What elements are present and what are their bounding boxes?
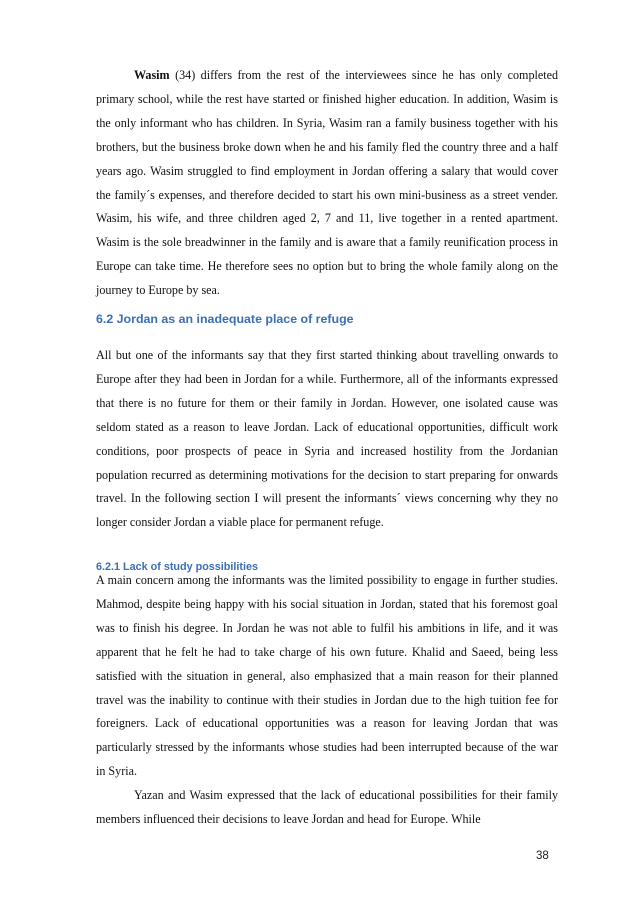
wasim-name: Wasim [134,68,170,82]
wasim-paragraph-text: (34) differs from the rest of the interviewees since he has only completed primary school, while the rest have started or finished higher education. In addition, Wasim is the only informant who has children. In Syria, Wasim ran a family business together with his brothers, but the business broke down when he and his family fled the country three and a half years ago. Wasim struggled to find employment in Jordan offering a salary that would cover the family´s expenses, and therefore decided to start his own mini-business as a street vender. Wasim, his wife, and three children aged 2, 7 and 11, live together in a rented apartment. Wasim is the sole breadwinner in the family and is aware that a family reunification process in Europe can take time. He therefore sees no option but to bring the whole family along on the journey to Europe by sea. [96,68,558,298]
subsection-heading: 6.2.1 Lack of study possibilities [96,561,259,573]
subsection-paragraph-2: Yazan and Wasim expressed that the lack of educational possibilities for their family members influenced their decisions to leave Jordan and head for Europe. While [96,788,558,827]
section-heading: 6.2 Jordan as an inadequate place of refuge [96,312,354,326]
page-number: 38 [536,850,549,862]
section-paragraph: All but one of the informants say that they first started thinking about travelling onwards to Europe after they had been in Jordan for a while. Furthermore, all of the informants expressed that there is no future for them or their family in Jordan. However, one isolated cause was seldom stated as a reason to leave Jordan. Lack of educational opportunities, difficult work conditions, poor prospects of peace in Syria and increased hostility from the Jordanian population recurred as determining motivations for the decision to start preparing for onwards travel. In the following section I will present the informants´ views concerning why they no longer consider Jordan a viable place for permanent refuge. [96,348,558,530]
subsection-paragraph-1: A main concern among the informants was the limited possibility to engage in further studies. Mahmod, despite being happy with his social situation in Jordan, stated that his foremost goal was to finish his degree. In Jordan he was not able to fulfil his ambitions in life, and it was apparent that he felt he had to take charge of his own future. Khalid and Saeed, being less satisfied with the situation in general, also emphasized that a main reason for their planned travel was the inability to continue with their studies in Jordan due to the high tuition fee for foreigners. Lack of educational opportunities was a reason for leaving Jordan that was particularly stressed by the informants whose studies had been interrupted because of the war in Syria. [96,573,558,779]
wasim-paragraph-block [96,64,558,303]
subsection-paragraph-block [96,569,558,832]
wasim-paragraph [96,64,558,303]
section-paragraph-block [96,344,558,535]
